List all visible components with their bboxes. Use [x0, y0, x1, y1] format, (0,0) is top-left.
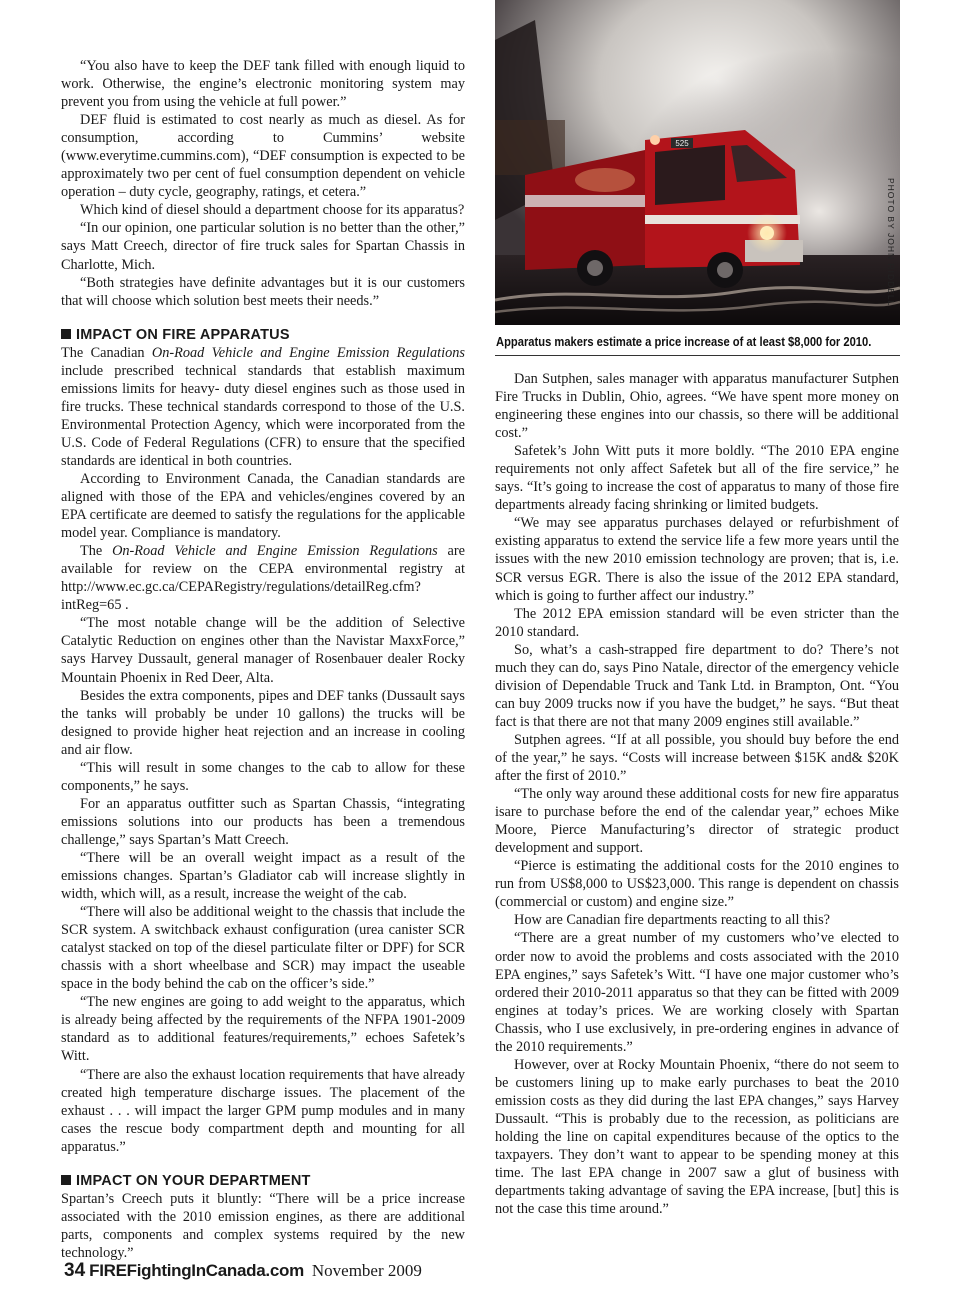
page-footer: [64, 1260, 422, 1282]
text-run: include prescribed technical standards that establish maximum emissions limits for heavy- duty diesel engines such as those used in fire trucks. These technical standards correspond to those of the U.S. Environmental Protection Agency, which were incorporated from the U.S. Code of Federal Regulations (CFR) to ensure that the specified standards are identical in both countries.: [61, 362, 465, 469]
issue-date: November 2009: [311, 1261, 422, 1280]
body-paragraph: [61, 542, 465, 614]
body-paragraph: How are Canadian fire departments reacting to all this?: [514, 912, 830, 929]
truck-stripe: [525, 195, 645, 207]
body-paragraph: “There are also the exhaust location requirements that have already created high temperature discharge issues. The placement of the exhaust . . . will impact the larger GPM pump modules and in many cases the rescue body compartment depth and mounting for all apparatus.”: [61, 1066, 465, 1155]
text-run: are available for review on the CEPA environmental registry at http://www.ec.gc.ca/CEPARegistry/regulations/detailReg.cfm?intReg=65 .: [61, 543, 465, 614]
apparatus-paragraphs: [61, 614, 465, 1155]
heading-text: IMPACT ON FIRE APPARATUS: [76, 326, 290, 343]
photo-credit: PHOTO BY JOHN RIDDELL: [886, 178, 896, 307]
body-paragraph: [61, 344, 465, 470]
body-paragraph: “The most notable change will be the addition of Selective Catalytic Reduction on engines other than the Navistar MaxxForce,” says Harvey Dussault, general manager of Rosenbauer dealer Rocky Mountain Phoenix in Red Deer, Alta.: [61, 615, 465, 686]
square-bullet-icon: [61, 1175, 71, 1185]
wheel-hub: [717, 262, 733, 278]
right-column: [495, 370, 899, 1218]
regulation-title: On-Road Vehicle and Engine Emission Regulations: [112, 543, 438, 560]
body-paragraph: “We may see apparatus purchases delayed or refurbishment of existing apparatus to extend the service life a few more years until the issues with the new 2010 emission technology are proven; that is, i.e. SCR versus EGR. There is also the issue of the 2012 EPA standard, which is going to further affect our industry.”: [495, 515, 899, 604]
body-paragraph: Spartan’s Creech puts it bluntly: “There will be a price increase associated with the 2010 emission engines, as there are additional parts, components and complex systems required by the new technology.”: [61, 1190, 465, 1261]
square-bullet-icon: [61, 329, 71, 339]
fire-scene-illustration: [495, 0, 900, 325]
body-paragraph: “The only way around these additional costs for new fire apparatus isare to purchase before the end of the calendar year,” echoes Mike Moore, Pierce Manufacturing’s director of strategic product development and support.: [495, 786, 899, 857]
body-paragraph: However, over at Rocky Mountain Phoenix, “there do not seem to be customers lining up to make early purchases to beat the 2010 emission costs as they did during the last EPA changes,” says Harvey Dussault. “This is probably due to the recession, as politicians are holding the line on capital expenditures because of the optics to the taxpayers. They don’t want to appear to be spending money at this time. The last EPA change in 2007 saw a glut of business with departments taking advantage of saving the EPA increase, [but] this is not the case this time around.”: [495, 1056, 899, 1218]
body-paragraph: Dan Sutphen, sales manager with apparatus manufacturer Sutphen Fire Trucks in Dublin, Ohio, agrees. “We have spent more money on engineering these engines into our chassis, so there will be additional cost.”: [495, 371, 899, 442]
section-heading-your-department: [61, 1172, 465, 1190]
body-paragraph: “There are a great number of my customers who’ve elected to order now to avoid the problems and costs associated with the 2010 EPA engines,” says Safetek’s Witt. “I have one major customer who’s ordered their 2010-2011 apparatus so that they can be fitted with 2009 engines at today’s prices. We are working closely with Spartan Chassis, who I use exclusively, in pre-ordering engines in advance of the 2010 requirements.”: [495, 930, 899, 1055]
left-column: [61, 57, 465, 1262]
body-paragraph: “There will be an overall weight impact as a result of the emissions changes. Spartan’s Gladiator cab will increase slightly in width, which will, as a result, increase the weight of the cab.: [61, 849, 465, 903]
text-run: The Canadian: [61, 344, 152, 361]
heading-text: IMPACT ON YOUR DEPARTMENT: [76, 1172, 311, 1189]
body-paragraph: “The new engines are going to add weight to the apparatus, which is already being affected by the requirements of the NFPA 1901-2009 standard as to additional features/requirements,” echoes Safetek’s Witt.: [61, 994, 465, 1065]
headlight-glow: [747, 213, 787, 253]
body-paragraph: So, what’s a cash-strapped fire department to do? There’s not much they can do, says Pino Natale, director of the emergency vehicle division of Dependable Truck and Tank Ltd. in Brampton, Ont. “You can buy 2009 trucks now if you have the budget,” he says. “But theat fact is that there are not that many 2009 engines still available.”: [495, 641, 899, 730]
body-paragraph: For an apparatus outfitter such as Spartan Chassis, “integrating emissions solutions into our products has been a tremendous challenge,” says Spartan’s Matt Creech.: [61, 795, 465, 848]
wheel-hub: [587, 260, 603, 276]
body-paragraph: DEF fluid is estimated to cost nearly as much as diesel. As for consumption, according to Cummins’ website (www.everytime.cummins.com), “DEF consumption is expected to be approximately two per cent of fuel consumption dependent on vehicle operation – duty cycle, geography, ratings, et cetera.”: [61, 112, 465, 201]
emergency-light: [650, 135, 660, 145]
intro-paragraphs: [61, 57, 465, 310]
truck-number: 525: [675, 139, 689, 148]
cab-window: [655, 145, 725, 205]
body-paragraph: According to Environment Canada, the Canadian standards are aligned with those of the EPA and vehicles/engines covered by an EPA certificate are deemed to satisfy the regulations for the applicable model year. Compliance is mandatory.: [61, 470, 465, 542]
regulation-title: On-Road Vehicle and Engine Emission Regulations: [151, 344, 465, 361]
caption-divider: [495, 355, 900, 356]
body-paragraph: “Pierce is estimating the additional costs for the 2010 engines to run from US$8,000 to US$23,000. This range is dependent on chassis (commercial or custom) and engine size.”: [495, 858, 899, 911]
fire-glow: [575, 168, 635, 192]
body-paragraph: Besides the extra components, pipes and DEF tanks (Dussault says the tanks will probably be under 10 gallons) the trucks will be designed to provide higher heat rejection and an increase in cooling and air flow.: [61, 687, 465, 758]
section-heading-fire-apparatus: [61, 326, 465, 344]
photo-caption: Apparatus makers estimate a price increase of at least $8,000 for 2010.: [496, 334, 872, 349]
body-paragraph: “In our opinion, one particular solution is no better than the other,” says Matt Creech, director of fire truck sales for Spartan Chassis in Charlotte, Mich.: [61, 220, 465, 273]
body-paragraph: Sutphen agrees. “If at all possible, you should buy before the end of the year,” he says. “Costs will increase between $15K and& $20K after the first of 2010.”: [495, 731, 899, 785]
fire-truck-photo: [495, 0, 900, 325]
body-paragraph: “This will result in some changes to the cab to allow for these components,” he says.: [61, 759, 465, 794]
page-number: 34: [64, 1260, 86, 1281]
body-paragraph: Safetek’s John Witt puts it more boldly. “The 2010 EPA engine requirements not only affect Safetek but all of the fire service,” he says. “It’s going to increase the cost of apparatus to many of those fire departments already facing shrinking or limited budgets.: [495, 443, 899, 514]
body-paragraph: Which kind of diesel should a department choose for its apparatus?: [80, 202, 465, 219]
body-paragraph: “You also have to keep the DEF tank filled with enough liquid to work. Otherwise, the engine’s electronic monitoring system may prevent you from using the vehicle at full power.”: [61, 58, 465, 111]
text-run: The: [80, 543, 113, 560]
body-paragraph: “Both strategies have definite advantages but it is our customers that will choose which solution best meets their needs.”: [61, 274, 465, 309]
body-paragraph: The 2012 EPA emission standard will be even stricter than the 2010 standard.: [495, 605, 899, 640]
site-url: FIREFightingInCanada.com: [89, 1261, 304, 1280]
building-window: [495, 120, 565, 175]
body-paragraph: “There will also be additional weight to the chassis that include the SCR system. A switchback exhaust configuration (urea canister SCR catalyst stacked on top of the diesel particulate filter or DPF) for SCR chassis with a short wheelbase and SCR) may impact the useable space in the body behind the cab on the officer’s side.”: [61, 904, 465, 993]
